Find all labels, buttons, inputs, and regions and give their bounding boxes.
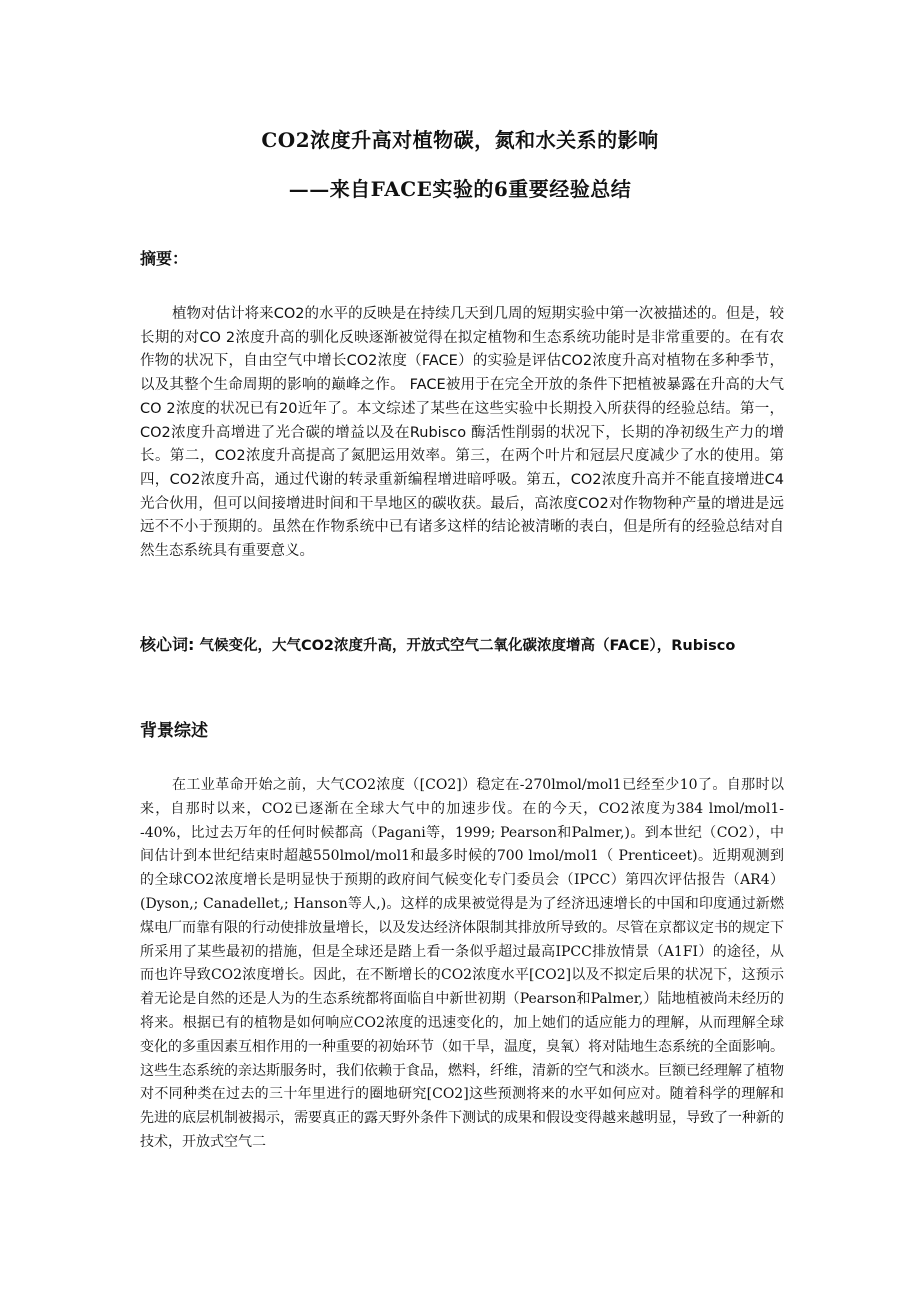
abstract-paragraph: 植物对估计将来CO2的水平的反映是在持续几天到几周的短期实验中第一次被描述的。但是，较长期的对CO 2浓度升高的驯化反映逐渐被觉得在拟定植物和生态系统功能时是非常重要的。在有农作物的状况下，自由空气中增长CO2浓度（FACE）的实验是评估CO2浓度升高对植物在多种季节，以及其整个生命周期的影响的巅峰之作。 FACE被用于在完全开放的条件下把植被暴露在升高的大气CO 2浓度的状况已有20近年了。本文综述了某些在这些实验中长期投入所获得的经验总结。第一，CO2浓度升高增进了光合碳的增益以及在Rubisco 酶活性削弱的状况下，长期的净初级生产力的增长。第二，CO2浓度升高提高了氮肥运用效率。第三，在两个叶片和冠层尺度减少了水的使用。第四，CO2浓度升高，通过代谢的转录重新编程增进暗呼吸。第五，CO2浓度升高并不能直接增进C4光合伙用，但可以间接增进时间和干旱地区的碳收获。最后，高浓度CO2对作物物种产量的增进是远远不不小于预期的。虽然在作物系统中已有诸多这样的结论被清晰的表白，但是所有的经验总结对自然生态系统具有重要意义。	[140, 306, 784, 560]
abstract-heading: 摘要：	[140, 249, 189, 268]
background-paragraph: 在工业革命开始之前，大气CO2浓度（[CO2]）稳定在-270lmol/mol1已经至少10了。自那时以来，自那时以来，CO2已逐渐在全球大气中的加速步伐。在的今天，CO2浓度为384 lmol/mol1--40%，比过去万年的任何时候都高（Pagani等，1999; Pearson和Palmer,)。到本世纪（CO2），中间估计到本世纪结束时超越550lmol/mol1和最多时候的700 lmol/mol1（ Prenticeet)。近期观测到的全球CO2浓度增长是明显快于预期的政府间气候变化专门委员会（IPCC）第四次评估报告（AR4）(Dyson,; Canadellet,; Hanson等人,)。这样的成果被觉得是为了经济迅速增长的中国和印度通过新燃煤电厂而靠有限的行动使排放量增长，以及发达经济体限制其排放所导致的。尽管在京都议定书的规定下所采用了某些最初的措施，但是全球还是踏上看一条似乎超过最高IPCC排放情景（A1FI）的途径，从而也许导致CO2浓度增长。因此，在不断增长的CO2浓度水平[CO2]以及不拟定后果的状况下，这预示着无论是自然的还是人为的生态系统都将面临自中新世初期（Pearson和Palmer,）陆地植被尚未经历的将来。根据已有的植物是如何响应CO2浓度的迅速变化的，加上她们的适应能力的理解，从而理解全球变化的多重因素互相作用的一种重要的初始环节（如干旱，温度，臭氧）将对陆地生态系统的全面影响。这些生态系统的亲达斯服务时，我们依赖于食品，燃料，纤维，清新的空气和淡水。巨额已经理解了植物对不同种类在过去的三十年里进行的圈地研究[CO2]这些预测将来的水平如何应对。随着科学的理解和先进的底层机制被揭示，需要真正的露天野外条件下测试的成果和假设变得越来越明显，导致了一种新的技术，开放式空气二	[140, 777, 784, 1150]
keywords-line	[140, 632, 840, 655]
keywords-label: 核心词:	[140, 635, 195, 654]
keywords-text: 气候变化，大气CO2浓度升高，开放式空气二氧化碳浓度增高（FACE），Rubisco	[194, 638, 736, 654]
document-subtitle: ——来自FACE实验的6重要经验总结	[288, 177, 632, 201]
background-heading: 背景综述	[140, 721, 208, 741]
document-title: CO2浓度升高对植物碳，氮和水关系的影响	[261, 128, 659, 152]
